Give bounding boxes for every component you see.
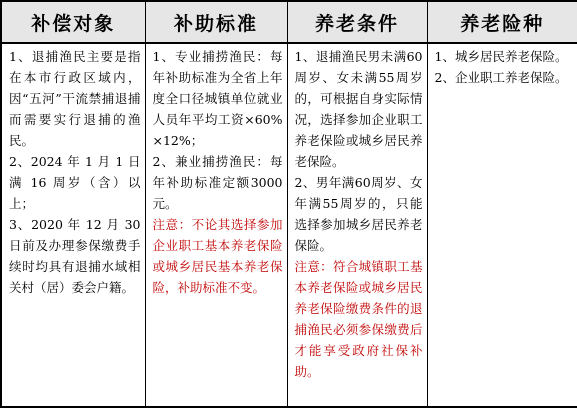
header-row xyxy=(1,1,577,43)
compensation-item-1: 1、退捕渔民主要是指在本市行政区域内，因“五河”干流禁捕退捕而需要实行退捕的渔民。 xyxy=(9,49,141,148)
header-pension-conditions: 养老条件 xyxy=(287,1,427,43)
insurance-item-1: 1、城乡居民养老保险。 xyxy=(434,49,568,64)
subsidy-note: 注意：不论其选择参加企业职工基本养老保险或城乡居民基本养老保险，补助标准不变。 xyxy=(152,217,283,295)
subsidy-standard-cell xyxy=(145,43,287,407)
content-row xyxy=(1,43,577,407)
insurance-types-cell xyxy=(427,43,577,407)
compensation-target-cell xyxy=(1,43,145,407)
header-insurance-types: 养老险种 xyxy=(427,1,577,43)
header-compensation-target: 补偿对象 xyxy=(1,1,145,43)
pension-conditions-cell xyxy=(287,43,427,407)
subsidy-item-1: 1、专业捕捞渔民：每年补助标准为全省上年度全口径城镇单位就业人员年平均工资×60%×12%； xyxy=(152,49,283,148)
subsidy-item-2: 2、兼业捕捞渔民：每年补助标准定额3000元。 xyxy=(152,154,283,211)
condition-item-1: 1、退捕渔民男未满60周岁、女未满55周岁的，可根据自身实际情况，选择参加企业职工养老保险或城乡居民养老保险。 xyxy=(294,49,423,169)
condition-note: 注意：符合城镇职工基本养老保险或城乡居民养老保险缴费条件的退捕渔民必须参保缴费后才能享受政府社保补助。 xyxy=(294,259,423,379)
insurance-item-2: 2、企业职工养老保险。 xyxy=(434,70,568,85)
header-subsidy-standard: 补助标准 xyxy=(145,1,287,43)
condition-item-2: 2、男年满60周岁、女年满55周岁的，只能选择参加城乡居民养老保险。 xyxy=(294,175,423,253)
compensation-item-3: 3、2020 年 12 月 30 日前及办理参保缴费手续时均具有退捕水域相关村（居）委会户籍。 xyxy=(9,217,141,295)
compensation-item-2: 2、2024 年 1 月 1 日满 16 周岁（含）以上； xyxy=(9,154,141,211)
